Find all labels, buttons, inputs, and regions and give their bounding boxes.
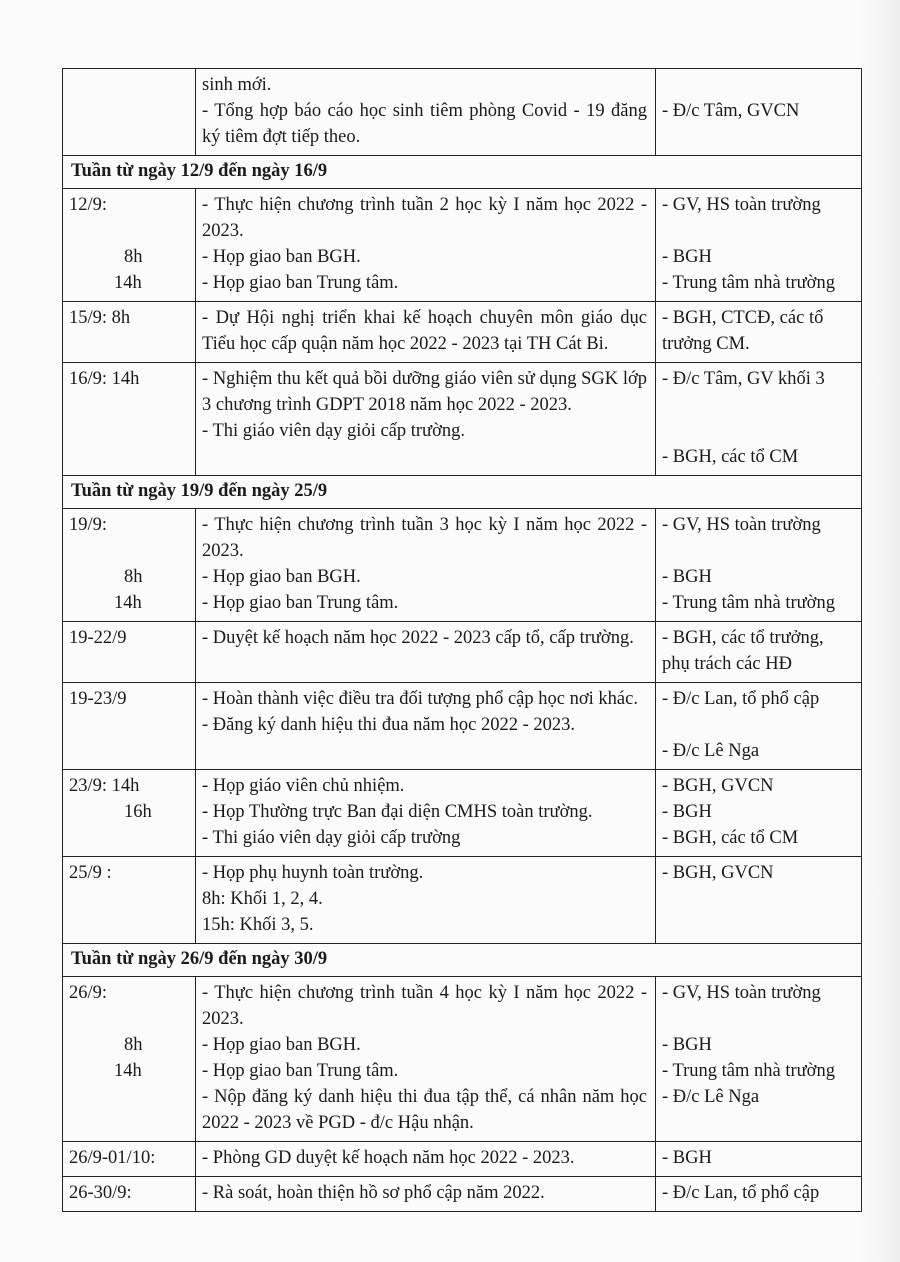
activity-text: 8h: Khối 1, 2, 4. bbox=[202, 889, 323, 909]
table-row bbox=[63, 977, 861, 1142]
responsible-cell bbox=[656, 302, 861, 362]
activity-cell bbox=[196, 363, 656, 475]
date-text: 16/9: 14h bbox=[69, 369, 140, 389]
date-text: 8h bbox=[124, 567, 143, 587]
responsible-text: - BGH, các tổ trưởng, phụ trách các HĐ bbox=[662, 628, 824, 674]
responsible-text: - GV, HS toàn trường bbox=[662, 195, 821, 215]
responsible-text: - GV, HS toàn trường bbox=[662, 983, 821, 1003]
activity-text: - Phòng GD duyệt kế hoạch năm học 2022 - 2023. bbox=[202, 1148, 575, 1168]
table-row bbox=[63, 683, 861, 770]
activity-cell bbox=[196, 770, 656, 856]
responsible-text bbox=[662, 218, 855, 244]
date-text: 16h bbox=[124, 802, 152, 822]
table-row bbox=[63, 1177, 861, 1212]
activity-text: - Họp giao ban Trung tâm. bbox=[202, 593, 399, 613]
activity-cell bbox=[196, 977, 656, 1141]
activity-text: - Thực hiện chương trình tuần 4 học kỳ I năm học 2022 - 2023. bbox=[202, 983, 647, 1029]
responsible-text: - BGH, các tổ CM bbox=[662, 447, 799, 467]
date-text bbox=[69, 1006, 189, 1032]
date-text: 8h bbox=[124, 247, 143, 267]
activity-text: - Thi giáo viên dạy giỏi cấp trường bbox=[202, 828, 461, 848]
table-row bbox=[63, 302, 861, 363]
activity-cell bbox=[196, 1177, 656, 1211]
responsible-text: - BGH, CTCĐ, các tổ trưởng CM. bbox=[662, 308, 824, 354]
date-cell bbox=[63, 69, 196, 155]
activity-text: - Họp giao ban Trung tâm. bbox=[202, 1061, 399, 1081]
responsible-cell bbox=[656, 977, 861, 1141]
responsible-text: - Đ/c Lê Nga bbox=[662, 741, 760, 761]
responsible-cell bbox=[656, 1177, 861, 1211]
activity-text: 15h: Khối 3, 5. bbox=[202, 915, 314, 935]
responsible-text: - BGH, GVCN bbox=[662, 863, 774, 883]
activity-text: - Thực hiện chương trình tuần 2 học kỳ I năm học 2022 - 2023. bbox=[202, 195, 647, 241]
date-text: 26/9: bbox=[69, 983, 108, 1003]
table-row bbox=[63, 1142, 861, 1177]
date-text bbox=[69, 72, 189, 98]
date-text: 15/9: 8h bbox=[69, 308, 131, 328]
date-text: 23/9: 14h bbox=[69, 776, 140, 796]
activity-text: - Tổng hợp báo cáo học sinh tiêm phòng Covid - 19 đăng ký tiêm đợt tiếp theo. bbox=[202, 101, 647, 147]
activity-text: - Thực hiện chương trình tuần 3 học kỳ I năm học 2022 - 2023. bbox=[202, 515, 647, 561]
activity-text: - Họp giao ban BGH. bbox=[202, 247, 361, 267]
date-text: 26/9-01/10: bbox=[69, 1148, 156, 1168]
table-row bbox=[63, 770, 861, 857]
activity-cell bbox=[196, 509, 656, 621]
activity-text: - Thi giáo viên dạy giỏi cấp trường. bbox=[202, 421, 465, 441]
date-text: 14h bbox=[114, 273, 142, 293]
responsible-cell bbox=[656, 509, 861, 621]
responsible-cell bbox=[656, 857, 861, 943]
activity-cell bbox=[196, 302, 656, 362]
activity-text: - Nộp đăng ký danh hiệu thi đua tập thể, cá nhân năm học 2022 - 2023 về PGD - đ/c Hậu nhận. bbox=[202, 1087, 647, 1133]
responsible-text: - BGH bbox=[662, 247, 712, 267]
responsible-text: - Đ/c Lan, tổ phổ cập bbox=[662, 689, 820, 709]
responsible-cell bbox=[656, 69, 861, 155]
date-text: 19-23/9 bbox=[69, 689, 127, 709]
table-row bbox=[63, 509, 861, 622]
activity-cell bbox=[196, 683, 656, 769]
date-cell bbox=[63, 189, 196, 301]
date-cell bbox=[63, 363, 196, 475]
responsible-cell bbox=[656, 683, 861, 769]
responsible-text: - Trung tâm nhà trường bbox=[662, 273, 835, 293]
date-cell bbox=[63, 1142, 196, 1176]
activity-text: - Đăng ký danh hiệu thi đua năm học 2022 - 2023. bbox=[202, 715, 576, 735]
responsible-cell bbox=[656, 363, 861, 475]
responsible-cell bbox=[656, 770, 861, 856]
responsible-text bbox=[662, 712, 855, 738]
responsible-text: - BGH bbox=[662, 1035, 712, 1055]
activity-text: - Họp Thường trực Ban đại diện CMHS toàn trường. bbox=[202, 802, 593, 822]
date-cell bbox=[63, 302, 196, 362]
date-text: 25/9 : bbox=[69, 863, 112, 883]
table-row bbox=[63, 363, 861, 476]
responsible-text: - GV, HS toàn trường bbox=[662, 515, 821, 535]
responsible-text: - Đ/c Tâm, GVCN bbox=[662, 101, 800, 121]
responsible-cell bbox=[656, 189, 861, 301]
date-text: 19-22/9 bbox=[69, 628, 127, 648]
date-cell bbox=[63, 977, 196, 1141]
table-row bbox=[63, 189, 861, 302]
activity-text: - Dự Hội nghị triển khai kế hoạch chuyên môn giáo dục Tiểu học cấp quận năm học 2022 - 2023 tại TH Cát Bi. bbox=[202, 308, 647, 354]
responsible-text: - Đ/c Lê Nga bbox=[662, 1087, 760, 1107]
week-header: Tuần từ ngày 19/9 đến ngày 25/9 bbox=[63, 476, 861, 509]
responsible-text bbox=[662, 418, 855, 444]
date-text bbox=[69, 538, 189, 564]
date-text: 19/9: bbox=[69, 515, 108, 535]
activity-text: - Họp giao ban Trung tâm. bbox=[202, 273, 399, 293]
responsible-text: - BGH bbox=[662, 1148, 712, 1168]
activity-cell bbox=[196, 189, 656, 301]
responsible-text bbox=[662, 392, 855, 418]
date-text: 14h bbox=[114, 1061, 142, 1081]
table-row bbox=[63, 69, 861, 156]
activity-text: - Duyệt kế hoạch năm học 2022 - 2023 cấp tổ, cấp trường. bbox=[202, 628, 634, 648]
activity-cell bbox=[196, 857, 656, 943]
date-text: 14h bbox=[114, 593, 142, 613]
responsible-text: - BGH bbox=[662, 802, 712, 822]
responsible-cell bbox=[656, 1142, 861, 1176]
activity-text: - Rà soát, hoàn thiện hồ sơ phổ cập năm 2022. bbox=[202, 1183, 545, 1203]
date-text: 26-30/9: bbox=[69, 1183, 132, 1203]
responsible-text bbox=[662, 538, 855, 564]
activity-cell bbox=[196, 622, 656, 682]
date-cell bbox=[63, 509, 196, 621]
date-cell bbox=[63, 683, 196, 769]
responsible-text bbox=[662, 1006, 855, 1032]
date-cell bbox=[63, 770, 196, 856]
responsible-text bbox=[662, 72, 855, 98]
activity-text: - Họp giáo viên chủ nhiệm. bbox=[202, 776, 405, 796]
responsible-text: - BGH, các tổ CM bbox=[662, 828, 799, 848]
responsible-text: - BGH bbox=[662, 567, 712, 587]
date-cell bbox=[63, 622, 196, 682]
activity-text: - Họp phụ huynh toàn trường. bbox=[202, 863, 424, 883]
responsible-text: - Đ/c Lan, tổ phổ cập bbox=[662, 1183, 820, 1203]
date-cell bbox=[63, 1177, 196, 1211]
date-cell bbox=[63, 857, 196, 943]
week-header: Tuần từ ngày 12/9 đến ngày 16/9 bbox=[63, 156, 861, 189]
page-edge-shadow bbox=[860, 0, 900, 1262]
schedule-table bbox=[62, 68, 862, 1212]
date-text: 8h bbox=[124, 1035, 143, 1055]
responsible-text: - Trung tâm nhà trường bbox=[662, 593, 835, 613]
date-text bbox=[69, 218, 189, 244]
responsible-text: - Trung tâm nhà trường bbox=[662, 1061, 835, 1081]
activity-text: - Họp giao ban BGH. bbox=[202, 567, 361, 587]
table-row bbox=[63, 857, 861, 944]
activity-text: - Họp giao ban BGH. bbox=[202, 1035, 361, 1055]
activity-cell bbox=[196, 69, 656, 155]
activity-text: - Hoàn thành việc điều tra đối tượng phổ cập học nơi khác. bbox=[202, 689, 638, 709]
responsible-text: - BGH, GVCN bbox=[662, 776, 774, 796]
responsible-text: - Đ/c Tâm, GV khối 3 bbox=[662, 369, 825, 389]
table-row bbox=[63, 622, 861, 683]
week-header: Tuần từ ngày 26/9 đến ngày 30/9 bbox=[63, 944, 861, 977]
activity-cell bbox=[196, 1142, 656, 1176]
activity-text: - Nghiệm thu kết quả bồi dưỡng giáo viên sử dụng SGK lớp 3 chương trình GDPT 2018 năm học 2022 - 2023. bbox=[202, 369, 647, 415]
responsible-cell bbox=[656, 622, 861, 682]
activity-text: sinh mới. bbox=[202, 75, 272, 95]
date-text: 12/9: bbox=[69, 195, 108, 215]
